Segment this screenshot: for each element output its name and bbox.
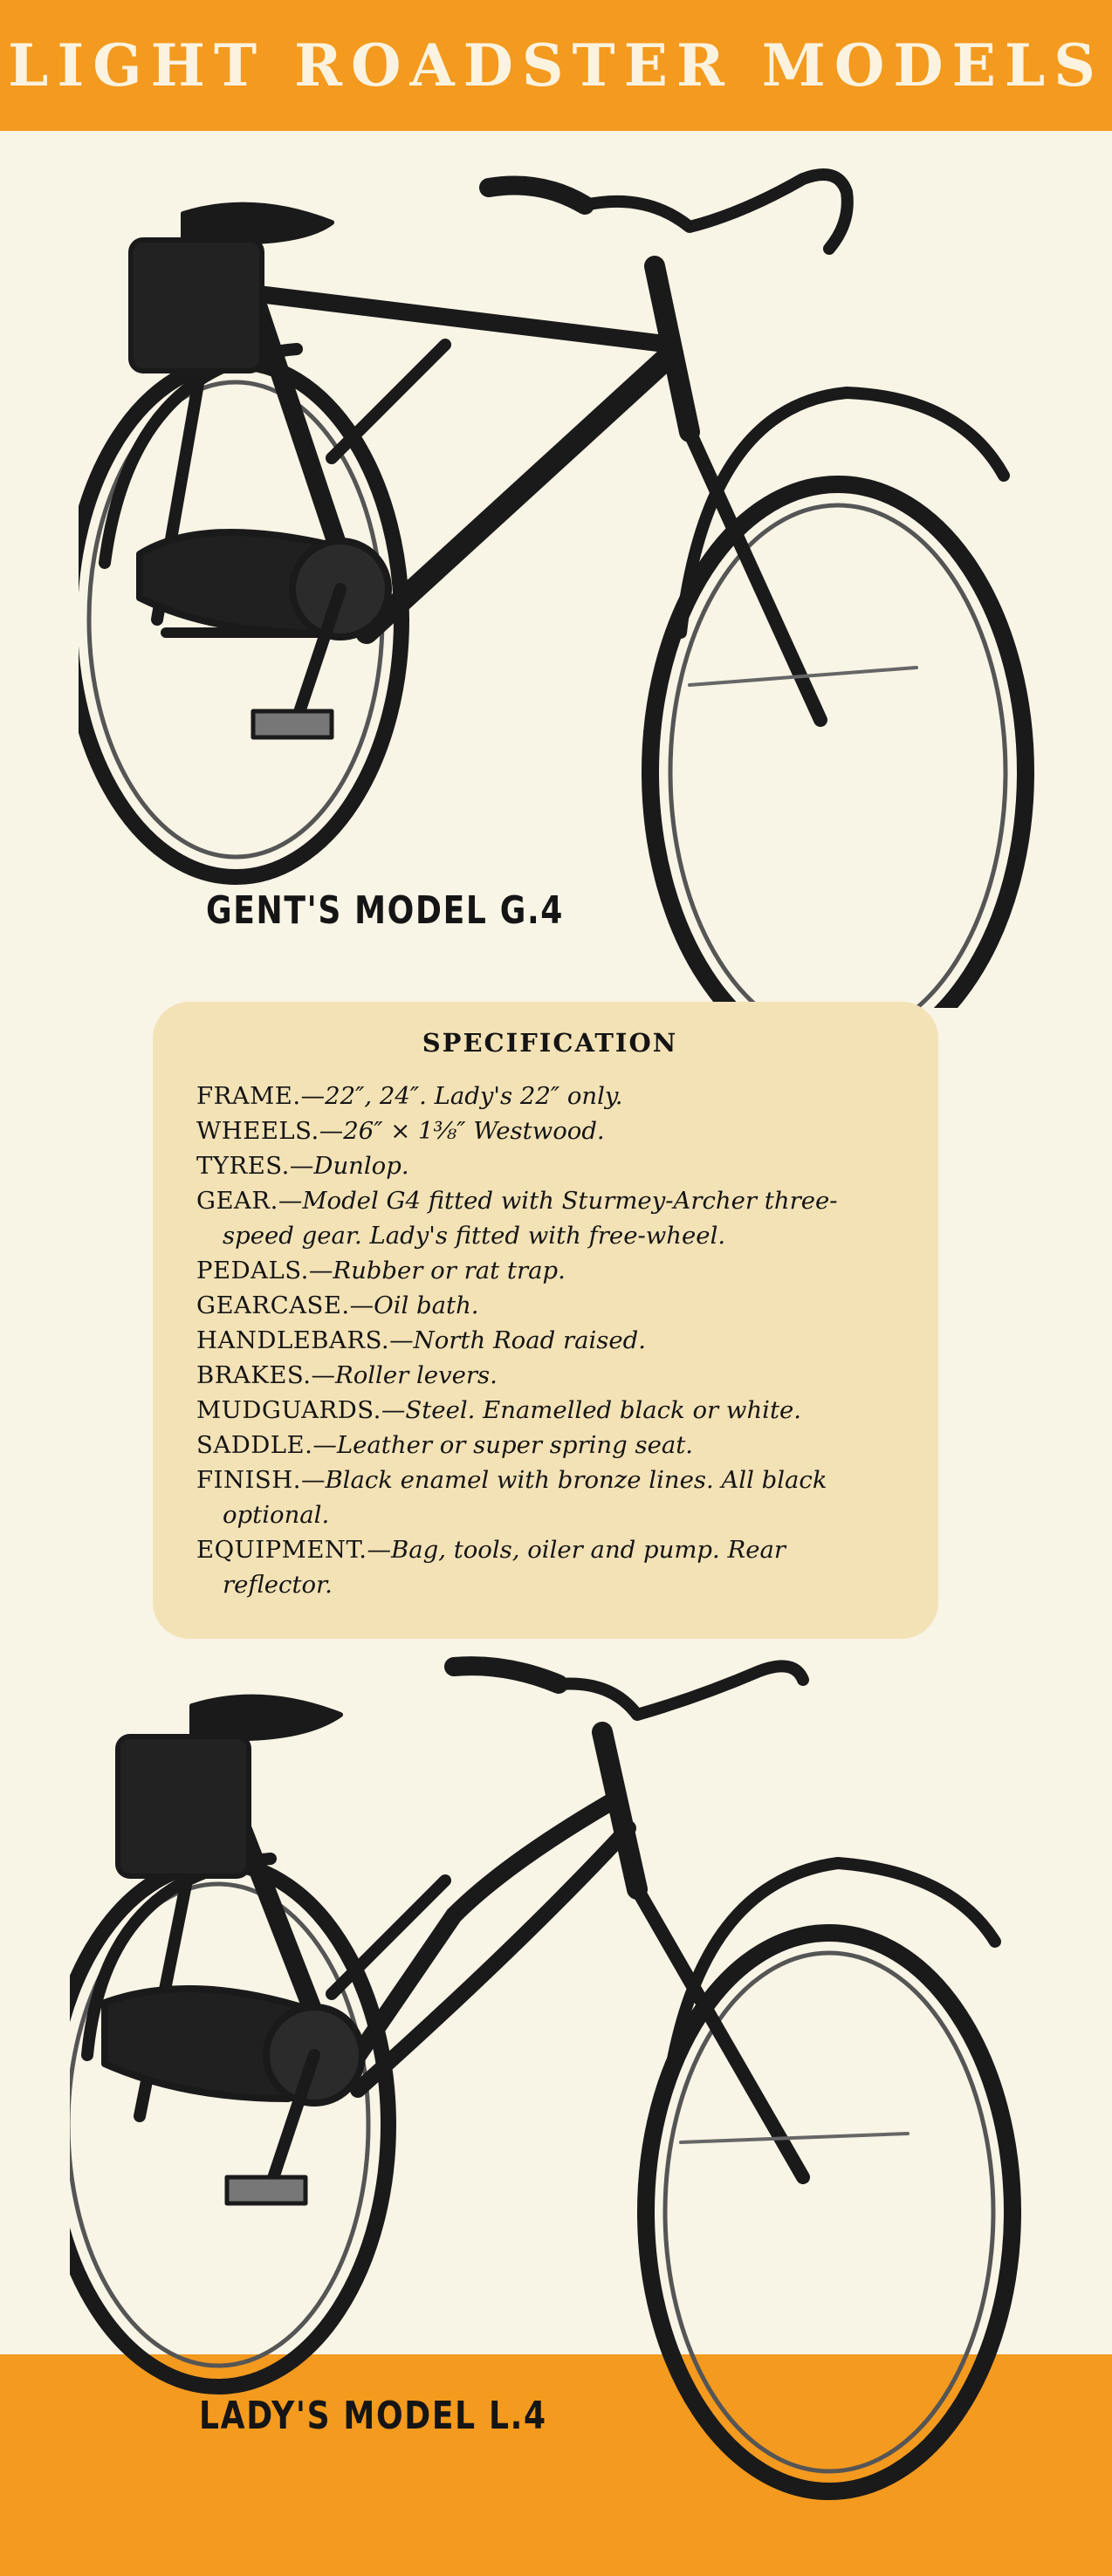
specification-title: SPECIFICATION	[422, 1028, 678, 1058]
spec-row-brakes: BRAKES.—Roller levers.	[196, 1361, 498, 1389]
spec-value: Roller levers.	[335, 1361, 498, 1389]
spec-value: Steel. Enamelled black or white.	[405, 1396, 802, 1424]
ladys-bicycle-image	[70, 1654, 1039, 2509]
spec-row-gearcase: GEARCASE.—Oil bath.	[196, 1291, 479, 1319]
ladys-model-label: LADY'S MODEL L.4	[199, 2394, 547, 2438]
spec-label: MUDGUARDS.	[196, 1396, 381, 1424]
ladys-bicycle-drawing	[70, 1654, 1039, 2509]
spec-label: HANDLEBARS.	[196, 1326, 390, 1354]
spec-value: Bag, tools, oiler and pump. Rear	[391, 1536, 786, 1564]
spec-label: PEDALS.	[196, 1257, 309, 1285]
spec-value: Black enamel with bronze lines. All black	[325, 1466, 827, 1494]
header-band	[0, 0, 1112, 131]
spec-label: GEAR.	[196, 1187, 278, 1215]
spec-label: FINISH.	[196, 1466, 301, 1494]
gents-model-label: GENT'S MODEL G.4	[206, 888, 565, 933]
spec-value: Model G4 fitted with Sturmey-Archer three-	[302, 1187, 838, 1215]
spec-label: BRAKES.	[196, 1361, 312, 1389]
spec-value: 22″, 24″. Lady's 22″ only.	[325, 1082, 623, 1110]
gents-bicycle-drawing	[79, 144, 1047, 1008]
spec-value: Oil bath.	[374, 1291, 479, 1319]
spec-value: Leather or super spring seat.	[336, 1431, 694, 1459]
spec-value-continued: optional.	[223, 1501, 330, 1529]
spec-row-saddle: SADDLE.—Leather or super spring seat.	[196, 1431, 694, 1459]
gents-bicycle-image	[79, 144, 1047, 1008]
specification-panel	[153, 1002, 938, 1639]
spec-label: GEARCASE.	[196, 1291, 350, 1319]
page-title: LIGHT ROADSTER MODELS	[8, 31, 1104, 99]
spec-value-continued: reflector.	[223, 1571, 333, 1599]
spec-value: 26″ × 1⅜″ Westwood.	[343, 1117, 605, 1145]
spec-row-gear: GEAR.—Model G4 fitted with Sturmey-Archer three- speed gear. Lady's fitted with free-wheel.	[196, 1183, 903, 1253]
spec-row-handlebars: HANDLEBARS.—North Road raised.	[196, 1326, 647, 1354]
spec-value: North Road raised.	[413, 1326, 647, 1354]
spec-label: FRAME.	[196, 1082, 301, 1110]
spec-row-frame: FRAME.—22″, 24″. Lady's 22″ only.	[196, 1082, 623, 1110]
spec-row-pedals: PEDALS.—Rubber or rat trap.	[196, 1257, 566, 1285]
spec-label: SADDLE.	[196, 1431, 313, 1459]
spec-label: TYRES.	[196, 1152, 290, 1180]
spec-value: Rubber or rat trap.	[333, 1257, 566, 1285]
spec-label: WHEELS.	[196, 1117, 319, 1145]
spec-label: EQUIPMENT.	[196, 1536, 367, 1564]
spec-value: Dunlop.	[313, 1152, 409, 1180]
spec-row-tyres: TYRES.—Dunlop.	[196, 1152, 409, 1180]
spec-value-continued: speed gear. Lady's fitted with free-wheel.	[223, 1222, 726, 1250]
spec-row-finish: FINISH.—Black enamel with bronze lines. All black optional.	[196, 1463, 903, 1532]
spec-row-equipment: EQUIPMENT.—Bag, tools, oiler and pump. Rear reflector.	[196, 1532, 903, 1602]
spec-row-wheels: WHEELS.—26″ × 1⅜″ Westwood.	[196, 1117, 605, 1145]
spec-row-mudguards: MUDGUARDS.—Steel. Enamelled black or white.	[196, 1396, 802, 1424]
